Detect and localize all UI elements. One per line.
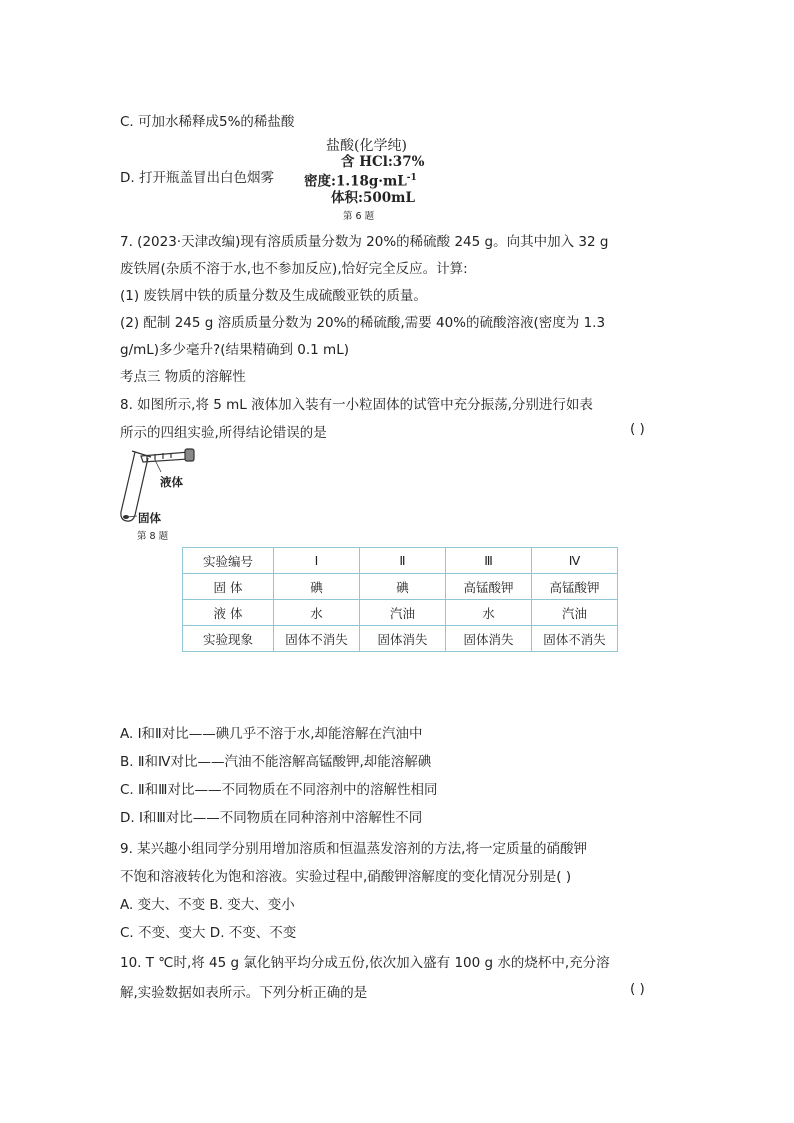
q6-option-c: C. 可加水稀释成5%的稀盐酸 [120,114,295,130]
q8-stem-line2: 所示的四组实验,所得结论错误的是 [120,425,327,441]
q9-stem-line2: 不饱和溶液转化为饱和溶液。实验过程中,硝酸钾溶解度的变化情况分别是( ) [120,869,572,885]
table-header-cell: Ⅰ [274,548,360,574]
q7-part1: (1) 废铁屑中铁的质量分数及生成硫酸亚铁的质量。 [120,288,427,304]
table-cell: 固体消失 [360,626,446,652]
table-cell: 汽油 [360,600,446,626]
table-cell: 固体消失 [446,626,532,652]
label-volume: 体积:500mL [331,190,415,206]
q8-option-d: D. Ⅰ和Ⅲ对比——不同物质在同种溶剂中溶解性不同 [120,810,423,826]
q8-caption: 第 8 题 [137,531,169,542]
q9-options-cd: C. 不变、变大 D. 不变、不变 [120,925,297,941]
table-header-cell: Ⅱ [360,548,446,574]
table-cell: 液 体 [183,600,274,626]
table-row [183,600,618,626]
q10-stem-line2: 解,实验数据如表所示。下列分析正确的是 [120,985,368,1001]
table-cell: 水 [446,600,532,626]
q10-answer-blank: ( ) [630,981,645,997]
q9-options-ab: A. 变大、不变 B. 变大、变小 [120,897,295,913]
q6-caption: 第 6 题 [343,211,375,222]
table-cell: 水 [274,600,360,626]
table-header-cell: Ⅳ [532,548,618,574]
table-cell: 汽油 [532,600,618,626]
q8-option-b: B. Ⅱ和Ⅳ对比——汽油不能溶解高锰酸钾,却能溶解碘 [120,754,432,770]
experiment-table [182,547,618,652]
q7-part2-line2: g/mL)多少毫升?(结果精确到 0.1 mL) [120,342,349,358]
fig-label-liquid: 液体 [160,475,183,489]
table-cell: 固体不消失 [274,626,360,652]
table-cell: 高锰酸钾 [532,574,618,600]
q8-option-a: A. Ⅰ和Ⅱ对比——碘几乎不溶于水,却能溶解在汽油中 [120,726,423,742]
q9-stem-line1: 9. 某兴趣小组同学分别用增加溶质和恒温蒸发溶剂的方法,将一定质量的硝酸钾 [120,841,587,857]
q6-option-d: D. 打开瓶盖冒出白色烟雾 [120,170,274,186]
q10-stem-line1: 10. T ℃时,将 45 g 氯化钠平均分成五份,依次加入盛有 100 g 水的烧杯中,充分溶 [120,955,610,971]
table-cell: 碘 [360,574,446,600]
table-cell: 固 体 [183,574,274,600]
table-cell: 实验现象 [183,626,274,652]
table-cell: 固体不消失 [532,626,618,652]
label-content: 含 HCl:37% [341,154,425,170]
q7-stem-line2: 废铁屑(杂质不溶于水,也不参加反应),恰好完全反应。计算: [120,261,468,277]
label-name: 盐酸(化学纯) [326,138,407,154]
table-row [183,626,618,652]
solid-particle [123,515,129,519]
q8-option-c: C. Ⅱ和Ⅲ对比——不同物质在不同溶剂中的溶解性相同 [120,782,438,798]
q8-answer-blank: ( ) [630,421,645,437]
table-row [183,574,618,600]
table-cell: 碘 [274,574,360,600]
q8-stem-line1: 8. 如图所示,将 5 mL 液体加入装有一小粒固体的试管中充分振荡,分别进行如表 [120,397,593,413]
label-density: 密度$:1.18g\cdot mL^{-1}$ [304,173,417,190]
table-header-cell: Ⅲ [446,548,532,574]
q7-stem-line1: 7. (2023·天津改编)现有溶质质量分数为 20%的稀硫酸 245 g。向其中加入 32 g [120,234,609,250]
table-cell: 高锰酸钾 [446,574,532,600]
q7-part2-line1: (2) 配制 245 g 溶质质量分数为 20%的稀硫酸,需要 40%的硫酸溶液(密度为 1.3 [120,315,606,331]
table-header-cell: 实验编号 [183,548,274,574]
fig-label-solid: 固体 [138,511,161,525]
table-header-row [183,548,618,574]
section-title: 考点三 物质的溶解性 [120,369,246,385]
